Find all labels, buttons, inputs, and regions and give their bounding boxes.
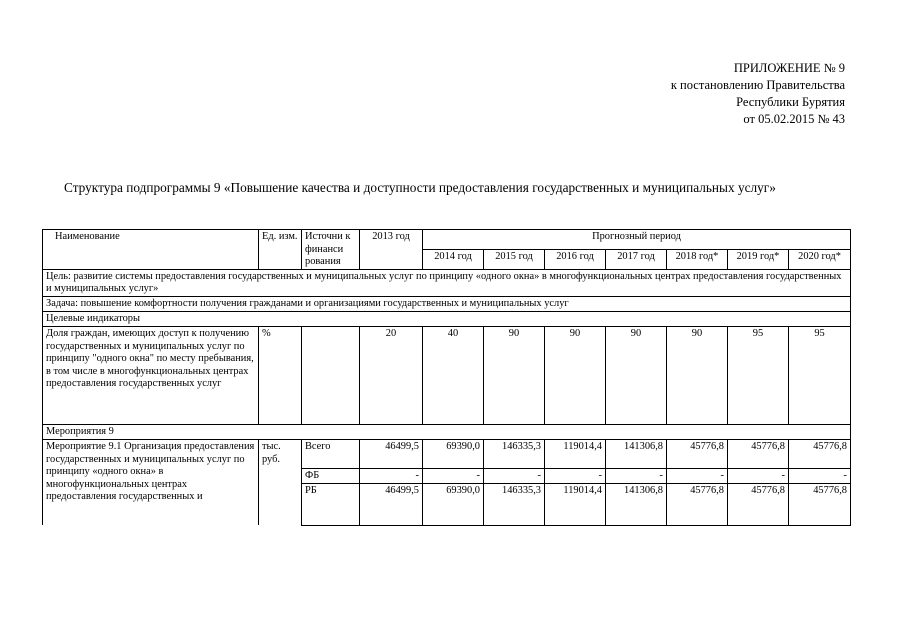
measure-value: 141306,8	[606, 439, 667, 468]
header-year: 2019 год*	[728, 249, 789, 269]
header-year: 2016 год	[545, 249, 606, 269]
measure-value: 45776,8	[667, 483, 728, 525]
goal-text: Цель: развитие системы предоставления государственных и муниципальных услуг по принципу «одного окна» в многофункциональных центрах предоставления государственных и муниципальных услуг»	[43, 269, 851, 296]
task-text: Задача: повышение комфортности получения гражданами и организациями государственных и муниципальных услуг	[43, 296, 851, 311]
appendix-number: ПРИЛОЖЕНИЕ № 9	[733, 61, 845, 75]
indicator-name: Доля граждан, имеющих доступ к получению государственных и муниципальных услуг по принципу "одного окна" по месту пребывания, в том числе в многофункциональных центрах предоставления государственных услуг	[43, 326, 259, 424]
indicator-value: 40	[423, 326, 484, 424]
measure-value: -	[667, 468, 728, 483]
indicator-row	[43, 326, 851, 424]
measures-section-row	[43, 424, 851, 439]
measure-value: -	[484, 468, 545, 483]
header-year: 2018 год*	[667, 249, 728, 269]
measures-label: Мероприятия 9	[43, 424, 851, 439]
appendix-header	[671, 60, 845, 128]
indicator-unit: %	[259, 326, 302, 424]
indicator-value: 95	[789, 326, 851, 424]
measure-source: Всего	[302, 439, 360, 468]
header-year: 2015 год	[484, 249, 545, 269]
measure-value: 146335,3	[484, 439, 545, 468]
measure-value: 45776,8	[728, 439, 789, 468]
task-row	[43, 296, 851, 311]
measure-name: Мероприятие 9.1 Организация предоставления государственных и муниципальных услуг по принципу «одного окна» в многофункциональных центрах предоставления государственных и	[43, 439, 259, 525]
measure-value: -	[545, 468, 606, 483]
measure-value: 69390,0	[423, 483, 484, 525]
measure-row-total	[43, 439, 851, 468]
measure-value: -	[423, 468, 484, 483]
header-year: 2020 год*	[789, 249, 851, 269]
subprogram-structure-table	[42, 229, 851, 526]
header-base-year: 2013 год	[360, 230, 423, 270]
measure-value: 45776,8	[789, 439, 851, 468]
measure-value: 69390,0	[423, 439, 484, 468]
indicator-value: 90	[606, 326, 667, 424]
header-year: 2014 год	[423, 249, 484, 269]
header-name: Наименование	[43, 230, 259, 270]
appendix-reference: к постановлению Правительства	[670, 78, 845, 92]
indicator-value: 95	[728, 326, 789, 424]
indicator-value: 20	[360, 326, 423, 424]
goal-row	[43, 269, 851, 296]
measure-value: 146335,3	[484, 483, 545, 525]
header-year: 2017 год	[606, 249, 667, 269]
indicator-value: 90	[484, 326, 545, 424]
measure-value: 45776,8	[728, 483, 789, 525]
header-forecast-period: Прогнозный период	[423, 230, 851, 250]
measure-source: РБ	[302, 483, 360, 525]
header-row	[43, 230, 851, 250]
measure-value: 46499,5	[360, 439, 423, 468]
measure-value: -	[728, 468, 789, 483]
measure-value: 45776,8	[789, 483, 851, 525]
appendix-date: от 05.02.2015 № 43	[743, 112, 845, 126]
indicator-value: 90	[667, 326, 728, 424]
indicators-section-row	[43, 311, 851, 326]
header-unit: Ед. изм.	[259, 230, 302, 270]
measure-value: 46499,5	[360, 483, 423, 525]
header-source: Источни к финанси рования	[302, 230, 360, 270]
measure-unit: тыс. руб.	[259, 439, 302, 525]
measure-value: 119014,4	[545, 439, 606, 468]
measure-value: 45776,8	[667, 439, 728, 468]
measure-value: 119014,4	[545, 483, 606, 525]
indicator-value: 90	[545, 326, 606, 424]
indicators-label: Целевые индикаторы	[43, 311, 851, 326]
appendix-region: Республики Бурятия	[736, 95, 845, 109]
measure-value: -	[606, 468, 667, 483]
indicator-source	[302, 326, 360, 424]
measure-value: 141306,8	[606, 483, 667, 525]
measure-source: ФБ	[302, 468, 360, 483]
measure-value: -	[360, 468, 423, 483]
document-title: Структура подпрограммы 9 «Повышение качества и доступности предоставления государственных и муниципальных услуг»	[64, 180, 776, 195]
measure-value: -	[789, 468, 851, 483]
